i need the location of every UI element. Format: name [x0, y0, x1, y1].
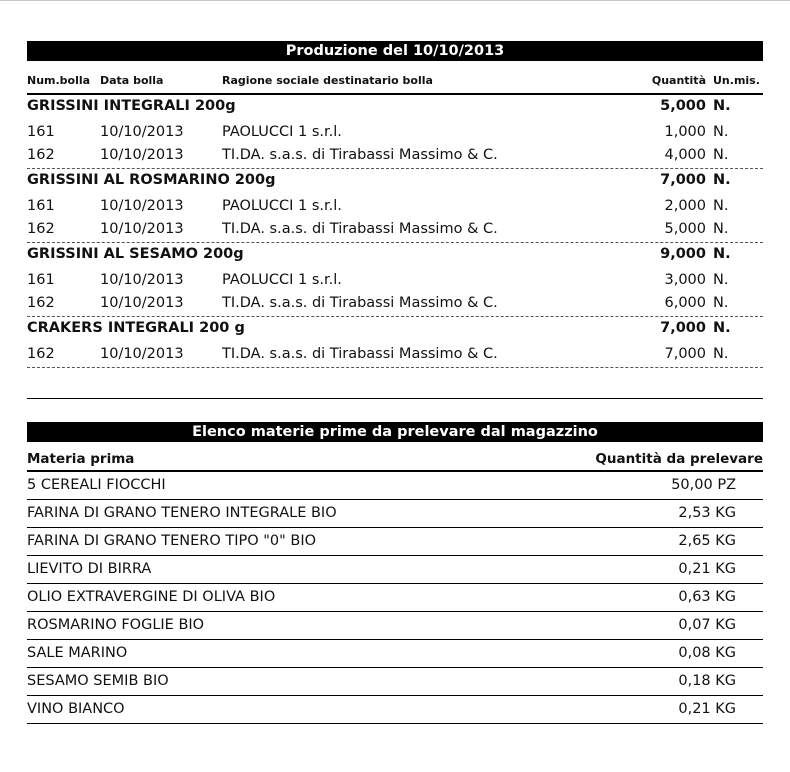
delivery-date: 10/10/2013	[100, 124, 184, 140]
delivery-qty: 7,000	[664, 346, 706, 362]
product-row	[27, 169, 763, 195]
product-row	[27, 243, 763, 269]
delivery-qty: 2,000	[664, 198, 706, 214]
material-row	[27, 613, 763, 640]
delivery-num: 162	[27, 346, 55, 362]
material-row	[27, 473, 763, 500]
material-name: LIEVITO DI BIRRA	[27, 561, 152, 577]
product-total: 7,000	[660, 320, 706, 336]
delivery-num: 162	[27, 295, 55, 311]
materials-header	[27, 450, 763, 472]
material-row	[27, 585, 763, 612]
product-unit: N.	[713, 98, 731, 114]
material-qty: 0,07 KG	[678, 617, 736, 633]
delivery-unit: N.	[713, 221, 729, 237]
recipient-name: TI.DA. s.a.s. di Tirabassi Massimo & C.	[222, 147, 498, 163]
material-qty: 2,65 KG	[678, 533, 736, 549]
delivery-date: 10/10/2013	[100, 295, 184, 311]
delivery-date: 10/10/2013	[100, 221, 184, 237]
col-name: Ragione sociale destinatario bolla	[222, 74, 433, 87]
delivery-unit: N.	[713, 147, 729, 163]
delivery-row	[27, 121, 763, 144]
materials-title: Elenco materie prime da prelevare dal magazzino	[27, 422, 763, 442]
material-name: 5 CEREALI FIOCCHI	[27, 477, 166, 493]
material-qty: 2,53 KG	[678, 505, 736, 521]
delivery-date: 10/10/2013	[100, 198, 184, 214]
production-title: Produzione del 10/10/2013	[27, 41, 763, 61]
material-name: FARINA DI GRANO TENERO TIPO "0" BIO	[27, 533, 317, 549]
recipient-name: TI.DA. s.a.s. di Tirabassi Massimo & C.	[222, 295, 498, 311]
product-group	[27, 95, 763, 169]
material-row	[27, 669, 763, 696]
recipient-name: PAOLUCCI 1 s.r.l.	[222, 272, 342, 288]
product-total: 7,000	[660, 172, 706, 188]
product-unit: N.	[713, 246, 731, 262]
production-header	[27, 73, 763, 95]
delivery-qty: 4,000	[664, 147, 706, 163]
delivery-num: 162	[27, 221, 55, 237]
delivery-unit: N.	[713, 346, 729, 362]
material-qty: 0,18 KG	[678, 673, 736, 689]
col-date: Data bolla	[100, 74, 164, 87]
material-name: VINO BIANCO	[27, 701, 125, 717]
material-qty: 0,08 KG	[678, 645, 736, 661]
product-group	[27, 169, 763, 243]
col-material-qty: Quantità da prelevare	[595, 451, 763, 467]
product-row	[27, 317, 763, 343]
material-qty: 0,21 KG	[678, 701, 736, 717]
delivery-row	[27, 292, 763, 315]
col-unit: Un.mis.	[713, 74, 760, 87]
material-row	[27, 557, 763, 584]
product-name: GRISSINI INTEGRALI 200g	[27, 98, 236, 114]
delivery-num: 161	[27, 272, 55, 288]
delivery-row	[27, 343, 763, 366]
delivery-row	[27, 195, 763, 218]
material-row	[27, 501, 763, 528]
product-total: 5,000	[660, 98, 706, 114]
delivery-qty: 6,000	[664, 295, 706, 311]
product-group	[27, 243, 763, 317]
material-qty: 0,63 KG	[678, 589, 736, 605]
material-name: SESAMO SEMIB BIO	[27, 673, 169, 689]
delivery-row	[27, 269, 763, 292]
delivery-unit: N.	[713, 295, 729, 311]
recipient-name: PAOLUCCI 1 s.r.l.	[222, 198, 342, 214]
delivery-qty: 5,000	[664, 221, 706, 237]
material-name: FARINA DI GRANO TENERO INTEGRALE BIO	[27, 505, 337, 521]
col-material: Materia prima	[27, 451, 135, 467]
material-name: OLIO EXTRAVERGINE DI OLIVA BIO	[27, 589, 276, 605]
product-unit: N.	[713, 172, 731, 188]
material-name: ROSMARINO FOGLIE BIO	[27, 617, 205, 633]
recipient-name: TI.DA. s.a.s. di Tirabassi Massimo & C.	[222, 346, 498, 362]
top-border-line	[0, 0, 790, 1]
delivery-date: 10/10/2013	[100, 147, 184, 163]
delivery-date: 10/10/2013	[100, 272, 184, 288]
material-row	[27, 529, 763, 556]
product-name: GRISSINI AL ROSMARINO 200g	[27, 172, 276, 188]
delivery-unit: N.	[713, 198, 729, 214]
col-num: Num.bolla	[27, 74, 91, 87]
delivery-unit: N.	[713, 272, 729, 288]
delivery-num: 161	[27, 198, 55, 214]
delivery-date: 10/10/2013	[100, 346, 184, 362]
recipient-name: TI.DA. s.a.s. di Tirabassi Massimo & C.	[222, 221, 498, 237]
material-name: SALE MARINO	[27, 645, 128, 661]
delivery-unit: N.	[713, 124, 729, 140]
materials-list	[27, 473, 763, 725]
delivery-num: 161	[27, 124, 55, 140]
delivery-qty: 1,000	[664, 124, 706, 140]
delivery-qty: 3,000	[664, 272, 706, 288]
product-total: 9,000	[660, 246, 706, 262]
material-qty: 0,21 KG	[678, 561, 736, 577]
production-groups	[27, 95, 763, 368]
col-qty: Quantità	[651, 74, 706, 87]
product-unit: N.	[713, 320, 731, 336]
product-name: GRISSINI AL SESAMO 200g	[27, 246, 244, 262]
recipient-name: PAOLUCCI 1 s.r.l.	[222, 124, 342, 140]
product-group	[27, 317, 763, 368]
product-name: CRAKERS INTEGRALI 200 g	[27, 320, 245, 336]
material-row	[27, 697, 763, 724]
section-separator	[27, 398, 763, 399]
product-row	[27, 95, 763, 121]
delivery-row	[27, 144, 763, 167]
material-qty: 50,00 PZ	[671, 477, 736, 493]
delivery-num: 162	[27, 147, 55, 163]
delivery-row	[27, 218, 763, 241]
material-row	[27, 641, 763, 668]
